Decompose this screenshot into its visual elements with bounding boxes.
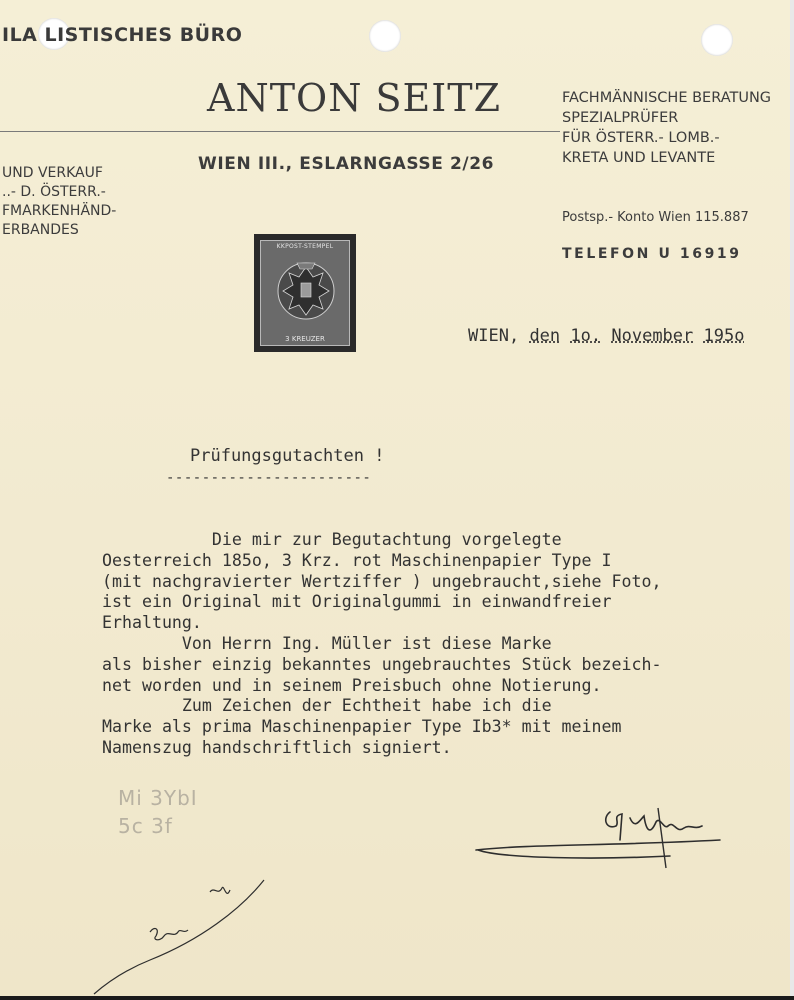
right-column-line: FÜR ÖSTERR.- LOMB.-	[562, 130, 720, 146]
postal-account: Postsp.- Konto Wien 115.887	[562, 210, 749, 225]
right-column-line: KRETA UND LEVANTE	[562, 150, 716, 166]
date-den: den	[529, 326, 561, 346]
page-border	[0, 996, 794, 1000]
date-day: 1o.	[570, 326, 602, 346]
left-column-line: ..- D. ÖSTERR.-	[2, 184, 106, 200]
body-line: Zum Zeichen der Echtheit habe ich die	[102, 696, 552, 716]
stamp-photo	[254, 234, 356, 352]
date-month: November	[611, 326, 694, 346]
body-line: ist ein Original mit Originalgummi in einwandfreier	[102, 592, 612, 612]
date-place: WIEN,	[468, 326, 520, 346]
punch-hole	[701, 24, 733, 56]
body-line: Erhaltung.	[102, 613, 202, 633]
left-column-line: ERBANDES	[2, 222, 79, 238]
letterhead-name: ANTON SEITZ	[207, 76, 502, 120]
body-line: (mit nachgravierter Wertziffer ) ungebraucht,siehe Foto,	[102, 571, 662, 591]
certificate-body	[102, 530, 661, 759]
right-column-line: SPEZIALPRÜFER	[562, 110, 679, 126]
letterhead-right-column	[562, 88, 771, 168]
title-underline: -----------------------	[166, 470, 372, 486]
right-column-line: FACHMÄNNISCHE BERATUNG	[562, 90, 772, 106]
body-line: Oesterreich 185o, 3 Krz. rot Maschinenpapier Type I	[102, 550, 612, 570]
left-column-line: UND VERKAUF	[2, 165, 103, 181]
margin-signature-mark	[90, 870, 280, 1000]
page-edge	[790, 0, 794, 1000]
letterhead-rule	[0, 131, 560, 132]
body-line: Die mir zur Begutachtung vorgelegte	[102, 530, 562, 549]
telephone: TELEFON U 16919	[562, 246, 742, 262]
coat-of-arms-icon	[271, 253, 341, 333]
pencil-note: 5c 3f	[118, 814, 173, 838]
date-line	[468, 326, 744, 346]
letterhead-left-column	[2, 164, 116, 240]
body-line: net worden und in seinem Preisbuch ohne Notierung.	[102, 675, 602, 695]
body-line: Namenszug handschriftlich signiert.	[102, 737, 452, 757]
pencil-note: Mi 3YbI	[118, 786, 198, 810]
letterhead-bureau: ILA LISTISCHES BÜRO	[2, 24, 243, 46]
body-line: Von Herrn Ing. Müller ist diese Marke	[102, 633, 552, 653]
date-year: 195o	[703, 326, 745, 346]
stamp-image	[260, 240, 350, 346]
stamp-top-text: KKPOST-STEMPEL	[276, 243, 334, 250]
letterhead-address: WIEN III., ESLARNGASSE 2/26	[198, 154, 495, 174]
handwritten-signature	[470, 800, 730, 875]
body-line: als bisher einzig bekanntes ungebrauchtes Stück bezeich-	[102, 654, 662, 674]
left-column-line: FMARKENHÄND-	[2, 203, 117, 219]
document-title: Prüfungsgutachten !	[190, 446, 385, 466]
punch-hole	[369, 20, 401, 52]
stamp-bottom-text: 3 KREUZER	[285, 335, 325, 343]
pencil-notes	[118, 784, 198, 840]
body-line: Marke als prima Maschinenpapier Type Ib3* mit meinem	[102, 717, 622, 737]
